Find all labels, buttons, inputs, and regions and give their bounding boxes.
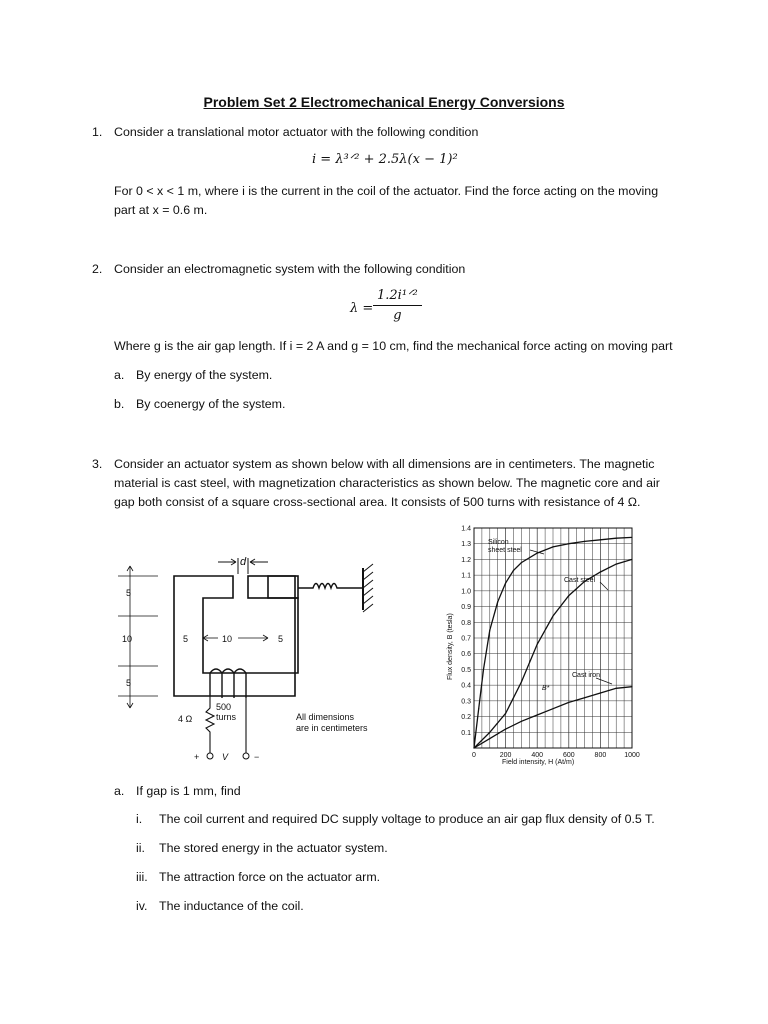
data-point [505,729,506,730]
x-tick-label: 400 [531,752,544,759]
x-tick-label: 0 [472,752,476,759]
q2-intro: Consider an electromagnetic system with the following condition [114,262,466,276]
y-tick-label: 0.2 [461,714,471,722]
resistance-label: 4 Ω [178,714,193,724]
page-title: Problem Set 2 Electromechanical Energy Conversions [203,94,565,110]
q3-line2: material is cast steel, with magnetization characteristics as shown below. The magnetic core and air [114,476,660,490]
x-tick-label: 200 [499,752,512,759]
q1-number: 1. [92,125,103,139]
q3-item-text: The attraction force on the actuator arm. [159,870,381,884]
voltage-label: V [222,752,229,762]
data-point [537,714,538,715]
gap-arrow-left [218,559,236,565]
y-tick-label: 1.4 [461,525,471,533]
q3-number: 3. [92,457,103,471]
q2-a-text: By energy of the system. [136,368,273,382]
terminal-minus [243,753,249,759]
y-tick-label: 0.9 [461,604,471,612]
q2-eq-lhs: λ = [350,301,374,316]
armature [248,576,298,598]
data-point [489,732,490,733]
data-point [600,539,601,540]
data-point [483,669,484,670]
data-point [489,738,490,739]
data-point [513,570,514,571]
data-point [489,630,490,631]
q3-line3: gap both consist of a square cross-sectional area. It consists of 500 turns with resistance of 4 Ω. [114,495,641,509]
q2-a-label: a. [114,368,125,382]
q3-item-text: The stored energy in the actuator system. [159,841,388,855]
data-point [552,546,553,547]
data-point [631,559,632,560]
chart-xlabel: Field intensity, H (At/m) [502,759,575,766]
annot-silicon-2: sheet steel [488,547,522,554]
resistor [206,696,214,753]
y-tick-label: 0.8 [461,619,471,627]
y-tick-label: 1.3 [461,541,471,549]
gap-arrow-right [250,559,268,565]
y-tick-label: 1.1 [461,572,471,580]
gap-d-label: d [240,556,247,568]
dim-10-left: 10 [122,634,133,644]
y-tick-label: 0.7 [461,635,471,643]
chart-ylabel: Flux density, B (tesla) [447,613,454,680]
dim-5-inner-right: 5 [278,634,284,644]
note-line1: All dimensions [296,712,355,722]
data-point [631,537,632,538]
wall-hatch [363,564,373,612]
data-point [568,702,569,703]
y-tick-label: 0.4 [461,682,471,690]
annot-b-star: B* [542,685,550,692]
dim-5-bottom: 5 [126,678,132,688]
data-point [478,708,479,709]
data-point [616,564,617,565]
data-point [537,644,538,645]
data-point [631,686,632,687]
q2-eq-denominator: g [393,308,402,323]
data-point [521,681,522,682]
q1-intro: Consider a translational motor actuator with the following condition [114,125,479,139]
x-tick-label: 1000 [624,752,640,759]
data-point [600,692,601,693]
y-tick-label: 1.2 [461,556,471,564]
dim-10-inner: 10 [222,634,233,644]
q3-a-label: a. [114,784,125,798]
q2-eq-fraction [373,288,422,323]
q2-text: Where g is the air gap length. If i = 2 A and g = 10 cm, find the mechanical force acting on moving part [114,339,673,353]
data-point [568,595,569,596]
dim-5-inner-left: 5 [183,634,189,644]
q2-b-label: b. [114,397,125,411]
q3-item-label: iii. [136,870,148,884]
data-point [616,538,617,539]
data-point [537,553,538,554]
spring [298,584,363,589]
minus-sign: − [254,752,260,762]
data-point [521,562,522,563]
note-line2: are in centimeters [296,723,368,733]
q2-number: 2. [92,262,103,276]
data-point [552,708,553,709]
y-tick-label: 0.5 [461,666,471,674]
actuator-diagram [118,548,390,770]
data-point [497,601,498,602]
q3-item-label: ii. [136,841,145,855]
data-point [568,543,569,544]
q2-b-text: By coenergy of the system. [136,397,286,411]
q3-a-text: If gap is 1 mm, find [136,784,241,798]
y-tick-label: 1.0 [461,588,471,596]
q3-item-text: The coil current and required DC supply voltage to produce an air gap flux density of 0.5 T. [159,812,655,826]
annot-cast-iron: Cast iron [572,672,601,679]
data-point [616,688,617,689]
annot-cast-steel: Cast steel [564,577,596,584]
annot-silicon-1: Silicon [488,539,509,546]
q1-text-line1: For 0 < x < 1 m, where i is the current in the coil of the actuator. Find the force acting on the moving [114,184,659,198]
plus-sign: + [194,752,200,762]
q3-line1: Consider an actuator system as shown below with all dimensions are in centimeters. The magnetic [114,457,655,471]
y-tick-label: 0.1 [461,729,471,737]
terminal-plus [207,753,213,759]
q3-item-label: iv. [136,899,148,913]
data-point [521,721,522,722]
turns-word: turns [216,712,237,722]
data-point [505,582,506,583]
data-point [505,713,506,714]
q1-equation: i = λ³ᐟ² + 2.5λ(x − 1)² [312,152,458,167]
q1-text-line2: part at x = 0.6 m. [114,203,208,217]
q2-eq-numerator: 1.2i¹ᐟ² [373,288,422,306]
data-point [473,747,474,748]
chart-grid [474,528,632,748]
x-tick-label: 800 [594,752,607,759]
y-tick-label: 0.3 [461,698,471,706]
data-point [600,571,601,572]
x-tick-label: 600 [562,752,575,759]
bh-chart [436,520,652,770]
q3-item-label: i. [136,812,143,826]
y-tick-label: 0.6 [461,651,471,659]
leader-cast-steel [600,582,608,590]
q3-item-text: The inductance of the coil. [159,899,304,913]
dim-5-top: 5 [126,588,132,598]
data-point [584,697,585,698]
data-point [552,615,553,616]
turns-500: 500 [216,702,232,712]
data-point [584,541,585,542]
